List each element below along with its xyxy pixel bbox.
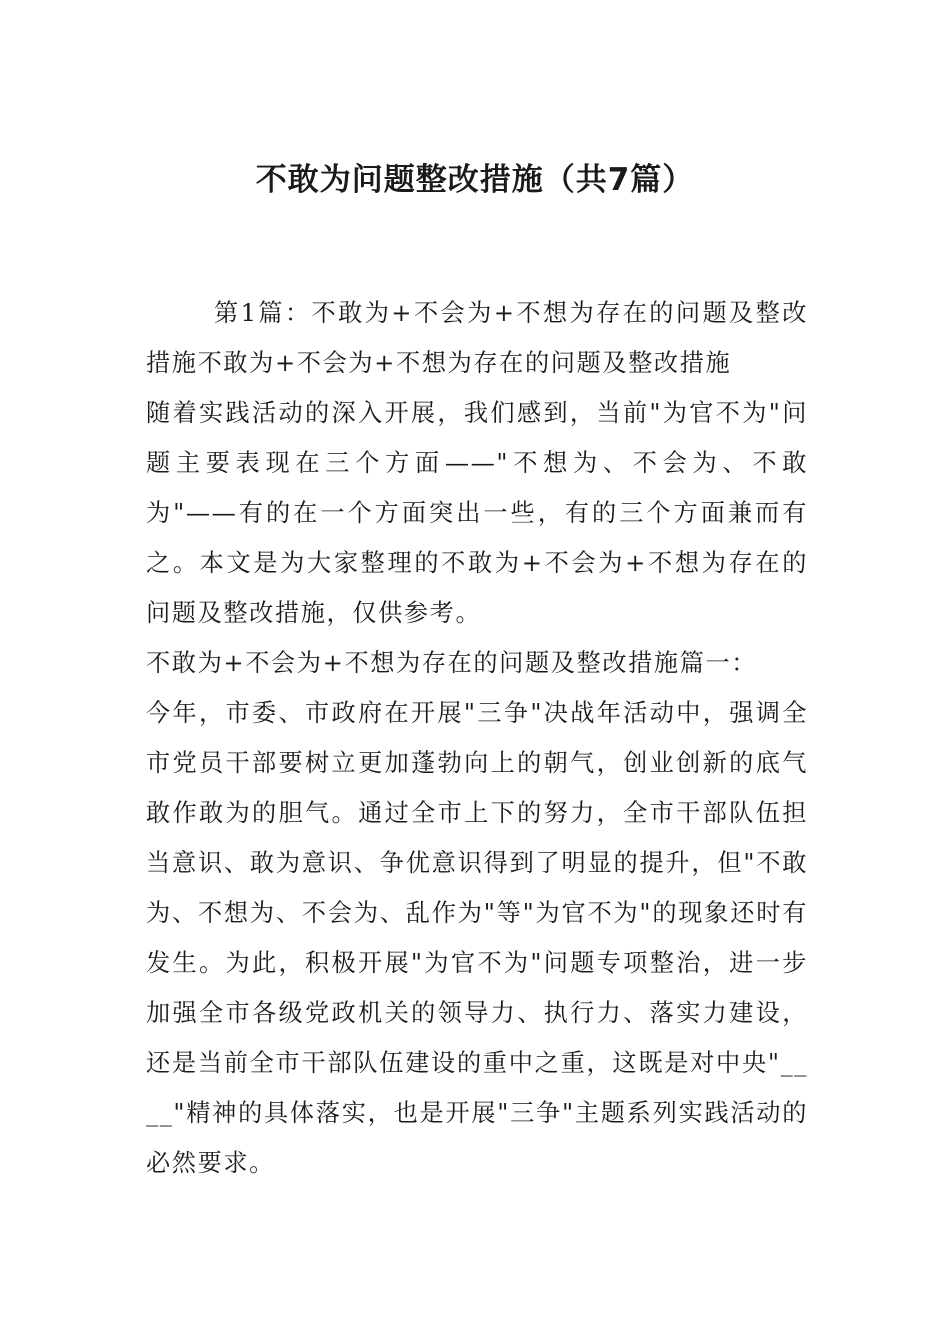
document-title: 不敢为问题整改措施（共7篇）: [255, 162, 695, 198]
document-body: [146, 288, 808, 1188]
paragraph-main-text: 今年，市委、市政府在开展"三争"决战年活动中，强调全市党员干部要树立更加蓬勃向上的朝气，创业创新的底气敢作敢为的胆气。通过全市上下的努力，全市干部队伍担当意识、敢为意识、争优意识得到了明显的提升，但"不敢为、不想为、不会为、乱作为"等"为官不为"的现象还时有发生。为此，积极开展"为官不为"问题专项整治，进一步加强全市各级党政机关的领导力、执行力、落实力建设，还是当前全市干部队伍建设的重中之重，这既是对中央"____"精神的具体落实，也是开展"三争"主题系列实践活动的必然要求。: [146, 699, 808, 1177]
paragraph-chapter-heading: 第1篇：不敢为+不会为+不想为存在的问题及整改措施不敢为+不会为+不想为存在的问题及整改措施: [146, 299, 808, 377]
paragraph-section-heading: 不敢为+不会为+不想为存在的问题及整改措施篇一：: [146, 649, 758, 677]
paragraph-intro: 随着实践活动的深入开展，我们感到，当前"为官不为"问题主要表现在三个方面——"不想为、不会为、不敢为"——有的在一个方面突出一些，有的三个方面兼而有之。本文是为大家整理的不敢为+不会为+不想为存在的问题及整改措施，仅供参考。: [146, 399, 808, 627]
